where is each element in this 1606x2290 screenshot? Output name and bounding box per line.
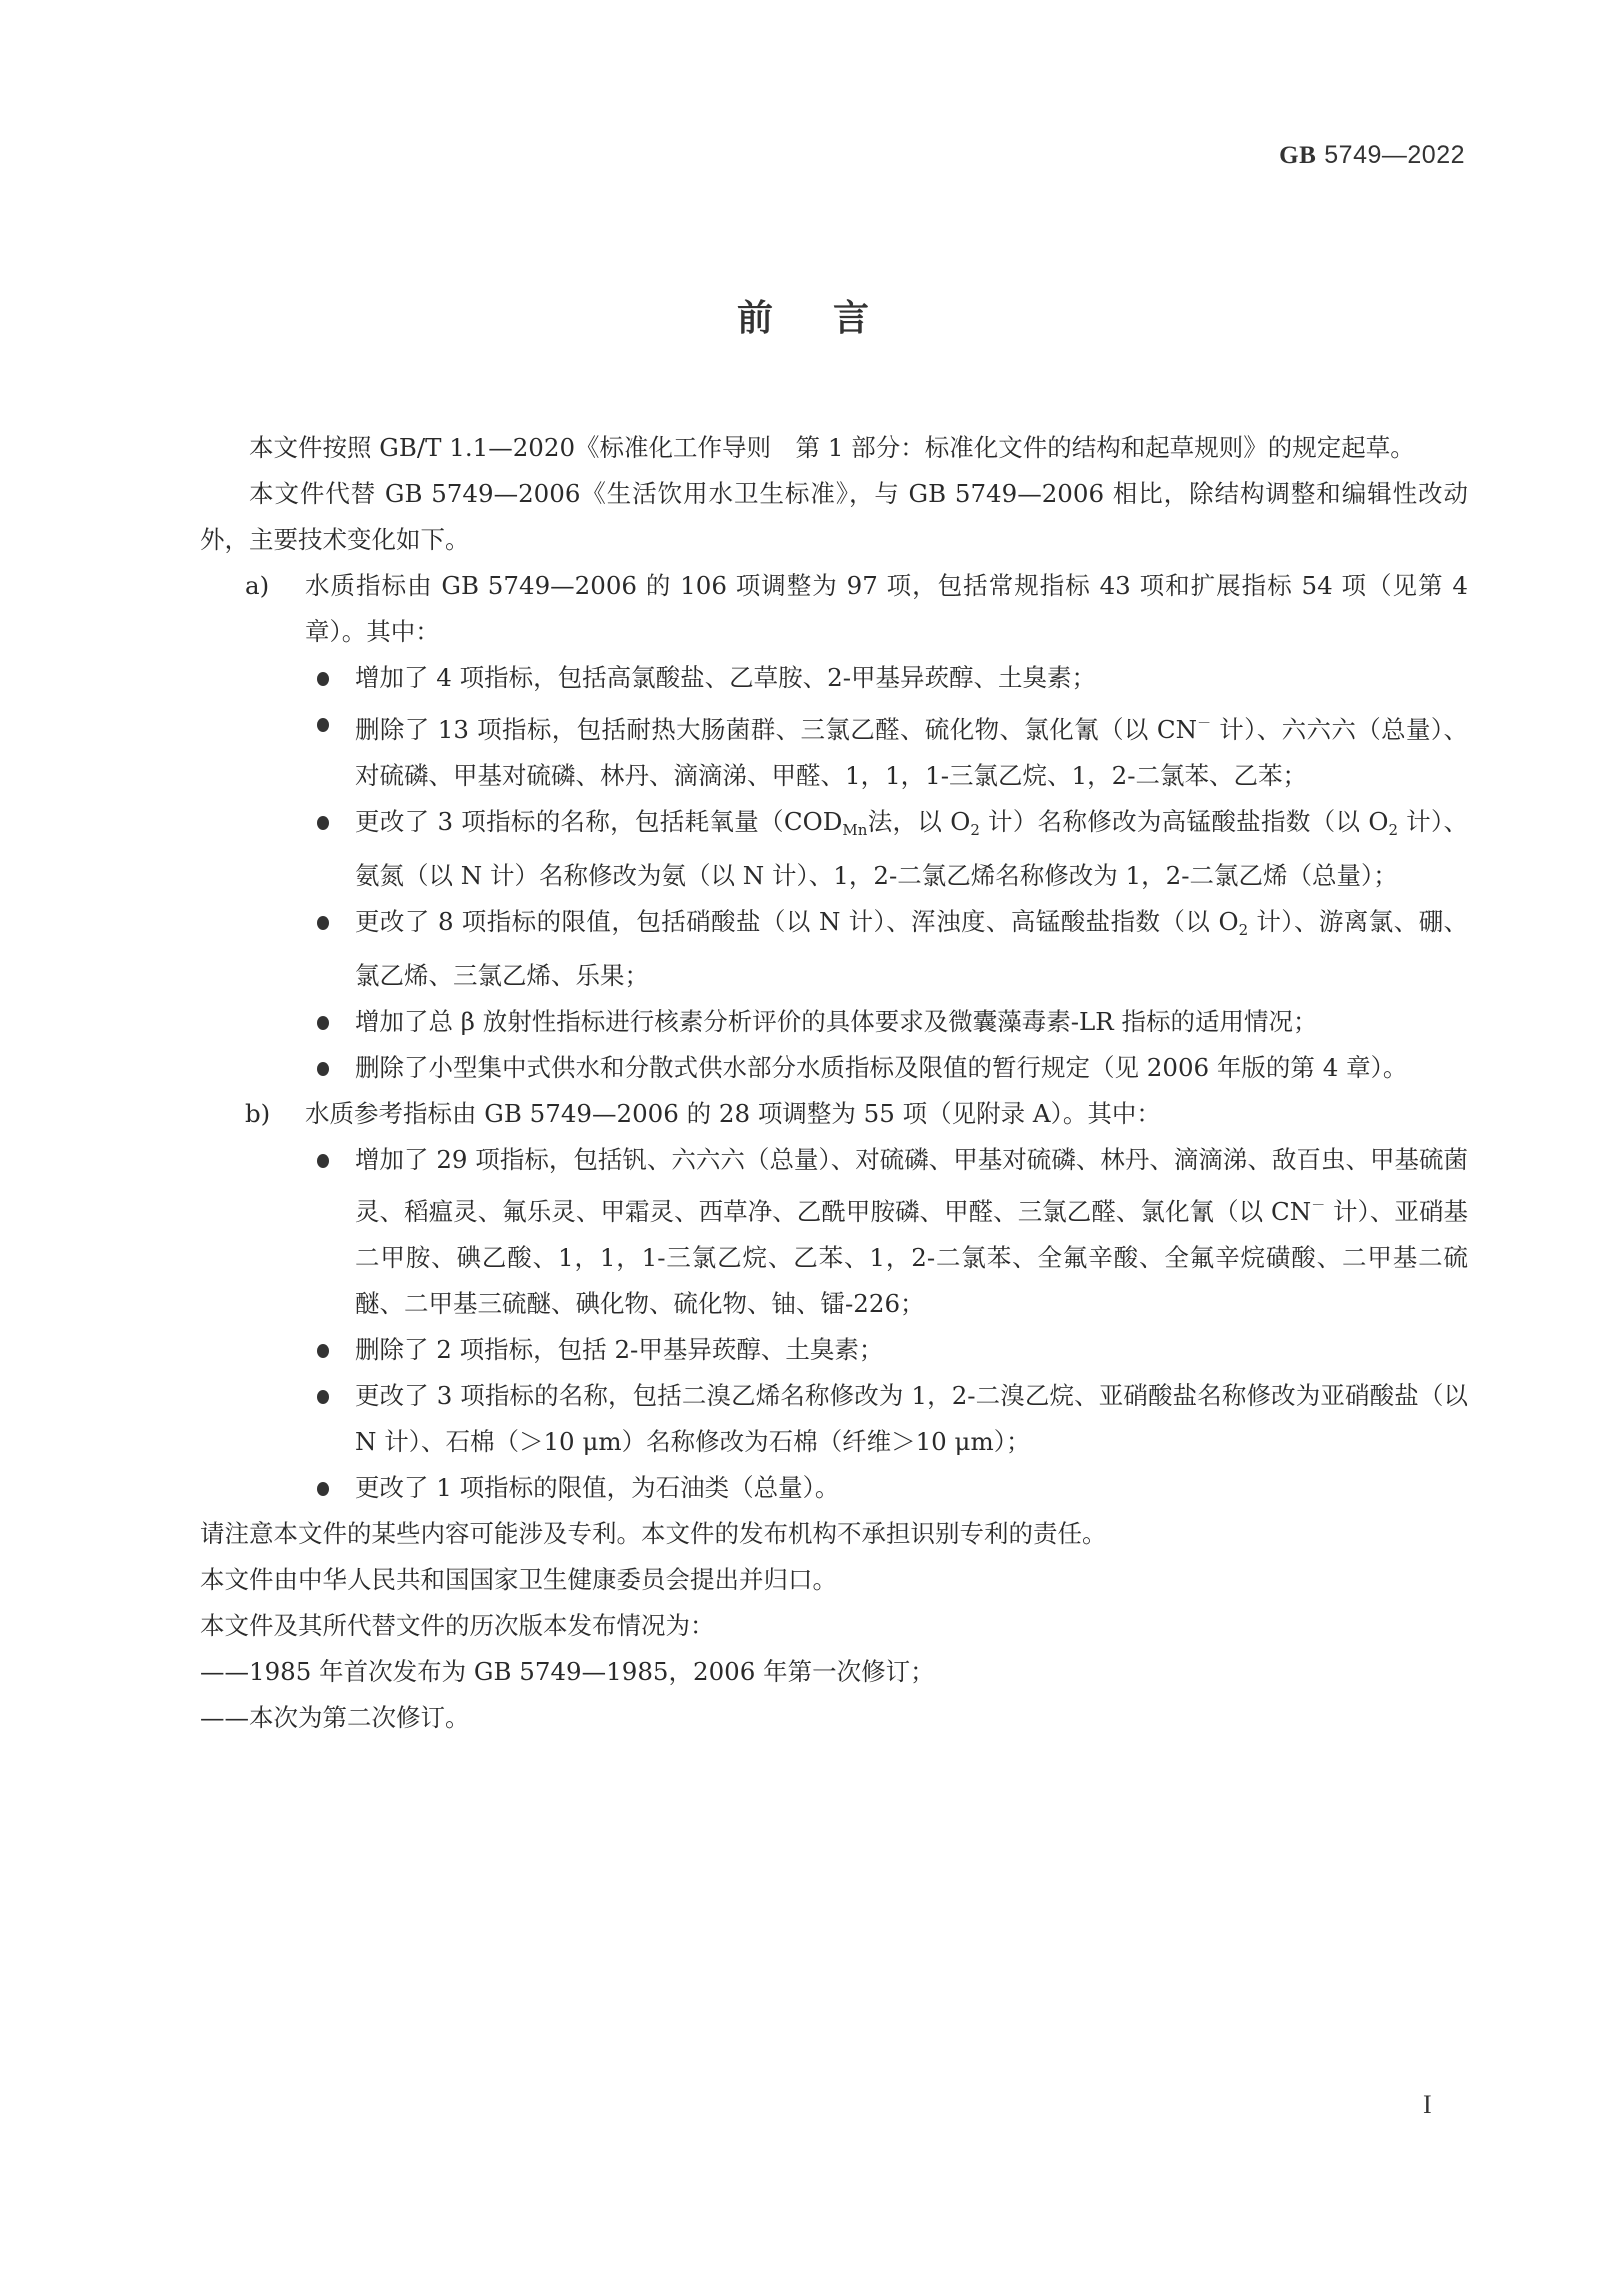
bullet-b2 — [200, 1327, 1468, 1373]
text-segment: 计）、亚硝基二甲胺、碘乙酸、1，1，1-三氯乙烷、乙苯、1，2-二氯苯、全氟辛酸、全氟辛烷磺酸、二甲基二硫醚、二甲基三硫醚、碘化物、硫化物、铀、镭-226； — [355, 1197, 1468, 1318]
item-label-a: a) — [245, 571, 270, 600]
title-char-2: 言 — [833, 298, 930, 339]
bullet-b1 — [200, 1137, 1468, 1327]
subscript: 2 — [970, 821, 980, 839]
title-char-1: 前 — [736, 298, 833, 339]
text-segment: 增加了 29 项指标，包括钒、六六六（总量）、对硫磷、甲基对硫磷、林丹、滴滴涕、敌百虫、甲基硫菌灵、稻瘟灵、氟乐灵、甲霜灵、西草净、乙酰甲胺磷、甲醛、三氯乙醛、氯化氰（以 CN — [355, 1145, 1468, 1226]
bullet-a3 — [200, 799, 1468, 899]
document-header — [1279, 140, 1465, 170]
bullet-text: 更改了 3 项指标的名称，包括二溴乙烯名称修改为 1，2-二溴乙烷、亚硝酸盐名称修改为亚硝酸盐（以 N 计）、石棉（＞10 μm）名称修改为石棉（纤维＞10 μm）； — [355, 1381, 1468, 1456]
change-item-b — [200, 1091, 1468, 1137]
bullet-dot-icon — [317, 1154, 329, 1168]
bullet-dot-icon — [317, 1016, 329, 1030]
item-text-a: 水质指标由 GB 5749—2006 的 106 项调整为 97 项，包括常规指标 43 项和扩展指标 54 项（见第 4 章）。其中： — [305, 571, 1468, 646]
item-label-b: b) — [245, 1099, 271, 1128]
bullet-dot-icon — [317, 1062, 329, 1076]
bullet-a2 — [200, 701, 1468, 799]
bullet-dot-icon — [317, 1482, 329, 1496]
superscript: － — [1197, 716, 1212, 732]
text-segment: 计）、氨氮（以 N 计）名称修改为氨（以 N 计）、1，2-二氯乙烯名称修改为 1，2-二氯乙烯（总量）； — [355, 807, 1469, 890]
standard-number: 5749—2022 — [1324, 141, 1465, 169]
foreword-body — [200, 425, 1468, 1741]
proposer-statement: 本文件由中华人民共和国国家卫生健康委员会提出并归口。 — [200, 1565, 837, 1594]
patent-notice: 请注意本文件的某些内容可能涉及专利。本文件的发布机构不承担识别专利的责任。 — [200, 1519, 1107, 1548]
history-intro: 本文件及其所代替文件的历次版本发布情况为： — [200, 1611, 715, 1640]
bullet-dot-icon — [317, 672, 329, 686]
bullet-a4 — [200, 899, 1468, 999]
bullet-text — [355, 907, 1468, 990]
text-segment: 计）、游离氯、硼、氯乙烯、三氯乙烯、乐果； — [355, 907, 1468, 990]
bullet-a6 — [200, 1045, 1468, 1091]
bullet-b4 — [200, 1465, 1468, 1511]
paragraph-replacement: 本文件代替 GB 5749—2006《生活饮用水卫生标准》，与 GB 5749—2006 相比，除结构调整和编辑性改动外，主要技术变化如下。 — [200, 479, 1468, 554]
bullet-dot-icon — [317, 916, 329, 930]
history-entry-1: ——1985 年首次发布为 GB 5749—1985，2006 年第一次修订； — [200, 1657, 935, 1686]
superscript: － — [1311, 1198, 1326, 1214]
item-text-b: 水质参考指标由 GB 5749—2006 的 28 项调整为 55 项（见附录 A）。其中： — [305, 1099, 1161, 1128]
subscript: Mn — [842, 821, 868, 839]
bullet-dot-icon — [317, 1344, 329, 1358]
bullet-a5 — [200, 999, 1468, 1045]
page-title — [0, 290, 1606, 341]
bullet-text: 删除了小型集中式供水和分散式供水部分水质指标及限值的暂行规定（见 2006 年版的第 4 章）。 — [355, 1053, 1408, 1082]
bullet-text — [355, 807, 1468, 890]
bullet-dot-icon — [317, 1390, 329, 1404]
bullet-text: 增加了总 β 放射性指标进行核素分析评价的具体要求及微囊藻毒素-LR 指标的适用情况； — [355, 1007, 1318, 1036]
text-segment: 计）、六六六（总量）、对硫磷、甲基对硫磷、林丹、滴滴涕、甲醛、1，1，1-三氯乙烷、1，2-二氯苯、乙苯； — [355, 715, 1468, 790]
bullet-b3 — [200, 1373, 1468, 1465]
subscript: 2 — [1238, 921, 1249, 939]
bullet-text — [355, 715, 1468, 790]
bullet-dot-icon — [317, 718, 329, 732]
text-segment: 计）名称修改为高锰酸盐指数（以 O — [979, 807, 1389, 836]
bullet-text: 更改了 1 项指标的限值，为石油类（总量）。 — [355, 1473, 840, 1502]
bullet-text: 删除了 2 项指标，包括 2-甲基异莰醇、土臭素； — [355, 1335, 884, 1364]
text-segment: 更改了 8 项指标的限值，包括硝酸盐（以 N 计）、浑浊度、高锰酸盐指数（以 O — [355, 907, 1239, 936]
change-item-a — [200, 563, 1468, 655]
history-entry-2: ——本次为第二次修订。 — [200, 1703, 470, 1732]
text-segment: 法，以 O — [867, 807, 971, 836]
text-segment: 删除了 13 项指标，包括耐热大肠菌群、三氯乙醛、硫化物、氯化氰（以 CN — [355, 715, 1198, 744]
bullet-text: 增加了 4 项指标，包括高氯酸盐、乙草胺、2-甲基异莰醇、土臭素； — [355, 663, 1097, 692]
bullet-text — [355, 1145, 1468, 1318]
bullet-dot-icon — [317, 816, 329, 830]
subscript: 2 — [1388, 821, 1399, 839]
bullet-a1 — [200, 655, 1468, 701]
text-segment: 更改了 3 项指标的名称，包括耗氧量（COD — [355, 807, 843, 836]
paragraph-drafting-rules: 本文件按照 GB/T 1.1—2020《标准化工作导则 第 1 部分：标准化文件的结构和起草规则》的规定起草。 — [249, 433, 1415, 462]
page-number: I — [1423, 2090, 1432, 2119]
standard-prefix: GB — [1279, 142, 1317, 169]
